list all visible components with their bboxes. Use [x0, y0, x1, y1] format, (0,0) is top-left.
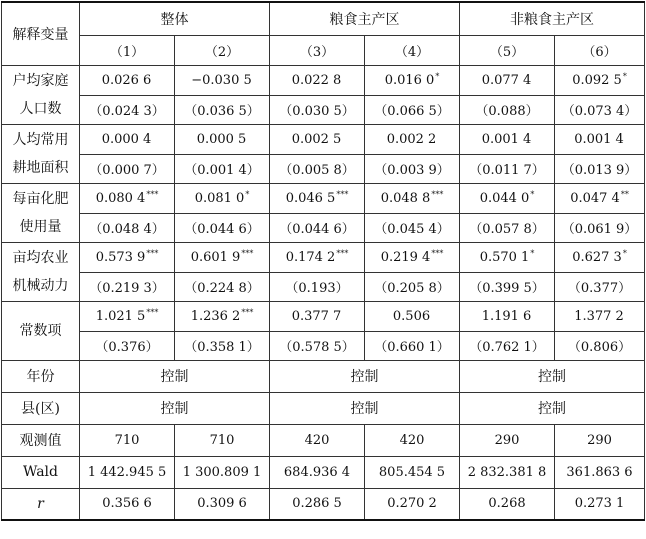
- statistic-row: [2, 424, 645, 456]
- coefficient-cell: [80, 65, 175, 95]
- coefficient-cell: [175, 65, 270, 95]
- variable-label-line: 人口数: [19, 100, 62, 117]
- header-model-1: （1）: [80, 35, 175, 65]
- statistic-value: 1 442.945 5: [80, 456, 175, 488]
- coefficient-value: 0.002 2: [386, 131, 437, 147]
- variable-label-line: 机械动力: [12, 277, 69, 294]
- significance-stars: *: [435, 71, 440, 81]
- coefficient-cell: [460, 242, 555, 272]
- significance-stars: ***: [431, 248, 444, 258]
- header-row-models: [2, 35, 645, 65]
- se-row: [2, 331, 645, 360]
- control-value: 控制: [460, 392, 645, 424]
- statistic-row: [2, 456, 645, 488]
- standard-error-cell: （0.066 5）: [365, 95, 460, 124]
- statistic-value: 0.286 5: [270, 488, 365, 520]
- statistic-value: 0.356 6: [80, 488, 175, 520]
- coef-row: [2, 183, 645, 213]
- coef-row: [2, 65, 645, 95]
- header-group-main-grain: 粮食主产区: [270, 2, 460, 35]
- significance-stars: ***: [336, 189, 349, 199]
- control-row: [2, 392, 645, 424]
- statistic-label: r: [2, 488, 80, 520]
- significance-stars: ***: [336, 248, 349, 258]
- coefficient-value: 0.026 6: [101, 72, 152, 88]
- variable-label-line: 人均常用: [12, 131, 69, 148]
- standard-error-cell: （0.001 4）: [175, 154, 270, 183]
- variable-label: [2, 124, 80, 183]
- significance-stars: ***: [431, 189, 444, 199]
- coefficient-cell: [365, 242, 460, 272]
- standard-error-cell: （0.399 5）: [460, 272, 555, 301]
- statistic-value: 2 832.381 8: [460, 456, 555, 488]
- significance-stars: **: [620, 189, 629, 199]
- header-group-non-main-grain: 非粮食主产区: [460, 2, 645, 35]
- variable-label-line: 亩均农业: [12, 249, 69, 266]
- statistic-value: 361.863 6: [555, 456, 645, 488]
- coefficient-value: 1.236 2: [190, 308, 241, 324]
- statistic-value: 0.268: [460, 488, 555, 520]
- header-row-groups: [2, 2, 645, 35]
- coefficient-value: 0.016 0: [384, 72, 435, 88]
- coefficient-value: 0.601 9: [190, 249, 241, 265]
- control-value: 控制: [80, 392, 270, 424]
- significance-stars: *: [530, 248, 535, 258]
- control-label: 县(区): [2, 392, 80, 424]
- standard-error-cell: （0.578 5）: [270, 331, 365, 360]
- coefficient-value: 0.174 2: [285, 249, 336, 265]
- standard-error-cell: （0.224 8）: [175, 272, 270, 301]
- coefficient-cell: [175, 242, 270, 272]
- coefficient-cell: [270, 242, 365, 272]
- coefficient-value: 1.021 5: [95, 308, 146, 324]
- header-group-overall: 整体: [80, 2, 270, 35]
- coefficient-cell: [175, 124, 270, 154]
- standard-error-cell: （0.088）: [460, 95, 555, 124]
- coefficient-cell: [365, 301, 460, 331]
- control-value: 控制: [80, 360, 270, 392]
- variable-label-line: 耕地面积: [12, 159, 69, 176]
- coefficient-value: 0.044 0: [479, 190, 530, 206]
- coefficient-value: 0.506: [392, 308, 431, 324]
- coefficient-value: 1.377 2: [574, 308, 624, 324]
- coefficient-cell: [460, 124, 555, 154]
- coefficient-cell: [175, 183, 270, 213]
- coefficient-cell: [365, 65, 460, 95]
- significance-stars: ***: [146, 307, 159, 317]
- coefficient-cell: [460, 65, 555, 95]
- statistic-value: 710: [175, 424, 270, 456]
- statistic-value: 805.454 5: [365, 456, 460, 488]
- coefficient-value: 0.573 9: [95, 249, 146, 265]
- control-row: [2, 360, 645, 392]
- significance-stars: *: [622, 71, 627, 81]
- standard-error-cell: （0.219 3）: [80, 272, 175, 301]
- standard-error-cell: （0.048 4）: [80, 213, 175, 242]
- coefficient-cell: [365, 183, 460, 213]
- control-value: 控制: [460, 360, 645, 392]
- statistic-value: 420: [365, 424, 460, 456]
- coefficient-value: 0.001 4: [574, 131, 624, 147]
- standard-error-cell: （0.762 1）: [460, 331, 555, 360]
- standard-error-cell: （0.193）: [270, 272, 365, 301]
- standard-error-cell: （0.045 4）: [365, 213, 460, 242]
- coefficient-cell: [270, 124, 365, 154]
- statistic-value: 290: [555, 424, 645, 456]
- coefficient-value: 0.627 3: [572, 249, 622, 265]
- standard-error-cell: （0.660 1）: [365, 331, 460, 360]
- coefficient-value: −0.030 5: [191, 72, 252, 88]
- significance-stars: *: [530, 189, 535, 199]
- statistic-value: 684.936 4: [270, 456, 365, 488]
- standard-error-cell: （0.376）: [80, 331, 175, 360]
- header-explanatory-variable: 解释变量: [2, 2, 80, 65]
- standard-error-cell: （0.073 4）: [555, 95, 645, 124]
- se-row: [2, 154, 645, 183]
- standard-error-cell: （0.057 8）: [460, 213, 555, 242]
- significance-stars: ***: [146, 189, 159, 199]
- se-row: [2, 272, 645, 301]
- significance-stars: ***: [146, 248, 159, 258]
- coefficient-cell: [555, 301, 645, 331]
- statistic-label: Wald: [2, 456, 80, 488]
- coefficient-value: 0.080 4: [95, 190, 146, 206]
- standard-error-cell: （0.205 8）: [365, 272, 460, 301]
- coefficient-value: 1.191 6: [481, 308, 532, 324]
- statistic-row: [2, 488, 645, 520]
- statistic-value: 0.270 2: [365, 488, 460, 520]
- header-model-6: （6）: [555, 35, 645, 65]
- statistic-value: 710: [80, 424, 175, 456]
- coefficient-value: 0.000 4: [101, 131, 152, 147]
- coefficient-value: 0.570 1: [479, 249, 530, 265]
- coefficient-cell: [555, 65, 645, 95]
- standard-error-cell: （0.044 6）: [175, 213, 270, 242]
- coefficient-cell: [460, 183, 555, 213]
- coefficient-cell: [175, 301, 270, 331]
- variable-label: [2, 183, 80, 242]
- statistic-label: 观测值: [2, 424, 80, 456]
- coefficient-cell: [460, 301, 555, 331]
- coefficient-cell: [80, 124, 175, 154]
- standard-error-cell: （0.030 5）: [270, 95, 365, 124]
- standard-error-cell: （0.061 9）: [555, 213, 645, 242]
- variable-label: [2, 65, 80, 124]
- standard-error-cell: （0.377）: [555, 272, 645, 301]
- coefficient-cell: [555, 242, 645, 272]
- standard-error-cell: （0.358 1）: [175, 331, 270, 360]
- coefficient-cell: [270, 301, 365, 331]
- statistic-value: 0.273 1: [555, 488, 645, 520]
- statistic-value: 420: [270, 424, 365, 456]
- control-value: 控制: [270, 360, 460, 392]
- coefficient-value: 0.000 5: [196, 131, 247, 147]
- se-row: [2, 95, 645, 124]
- standard-error-cell: （0.000 7）: [80, 154, 175, 183]
- coefficient-value: 0.022 8: [291, 72, 342, 88]
- coef-row: [2, 124, 645, 154]
- coefficient-value: 0.048 8: [380, 190, 431, 206]
- coefficient-value: 0.092 5: [572, 72, 622, 88]
- coefficient-value: 0.046 5: [285, 190, 336, 206]
- standard-error-cell: （0.011 7）: [460, 154, 555, 183]
- coefficient-value: 0.219 4: [380, 249, 431, 265]
- header-model-3: （3）: [270, 35, 365, 65]
- coefficient-cell: [80, 301, 175, 331]
- coefficient-cell: [555, 124, 645, 154]
- significance-stars: *: [622, 248, 627, 258]
- coefficient-value: 0.081 0: [194, 190, 245, 206]
- significance-stars: ***: [241, 248, 254, 258]
- variable-label-line: 每亩化肥: [12, 190, 69, 207]
- significance-stars: *: [245, 189, 250, 199]
- header-model-4: （4）: [365, 35, 460, 65]
- statistic-value: 1 300.809 1: [175, 456, 270, 488]
- coefficient-cell: [365, 124, 460, 154]
- coefficient-value: 0.047 4: [570, 190, 620, 206]
- coefficient-value: 0.377 7: [291, 308, 342, 324]
- standard-error-cell: （0.013 9）: [555, 154, 645, 183]
- standard-error-cell: （0.024 3）: [80, 95, 175, 124]
- coef-row: [2, 242, 645, 272]
- regression-table: [1, 1, 645, 521]
- statistic-value: 0.309 6: [175, 488, 270, 520]
- coef-row: [2, 301, 645, 331]
- standard-error-cell: （0.003 9）: [365, 154, 460, 183]
- header-model-5: （5）: [460, 35, 555, 65]
- variable-label-line: 使用量: [19, 218, 62, 235]
- significance-stars: ***: [241, 307, 254, 317]
- control-label: 年份: [2, 360, 80, 392]
- standard-error-cell: （0.044 6）: [270, 213, 365, 242]
- coefficient-cell: [80, 183, 175, 213]
- coefficient-cell: [270, 65, 365, 95]
- coefficient-cell: [555, 183, 645, 213]
- standard-error-cell: （0.036 5）: [175, 95, 270, 124]
- header-model-2: （2）: [175, 35, 270, 65]
- coefficient-cell: [270, 183, 365, 213]
- coefficient-value: 0.002 5: [291, 131, 342, 147]
- coefficient-cell: [80, 242, 175, 272]
- variable-label: [2, 242, 80, 301]
- variable-label: [2, 301, 80, 360]
- standard-error-cell: （0.806）: [555, 331, 645, 360]
- standard-error-cell: （0.005 8）: [270, 154, 365, 183]
- se-row: [2, 213, 645, 242]
- variable-label-line: 户均家庭: [12, 72, 69, 89]
- control-value: 控制: [270, 392, 460, 424]
- variable-label-line: 常数项: [19, 322, 62, 339]
- statistic-value: 290: [460, 424, 555, 456]
- coefficient-value: 0.077 4: [481, 72, 532, 88]
- coefficient-value: 0.001 4: [481, 131, 532, 147]
